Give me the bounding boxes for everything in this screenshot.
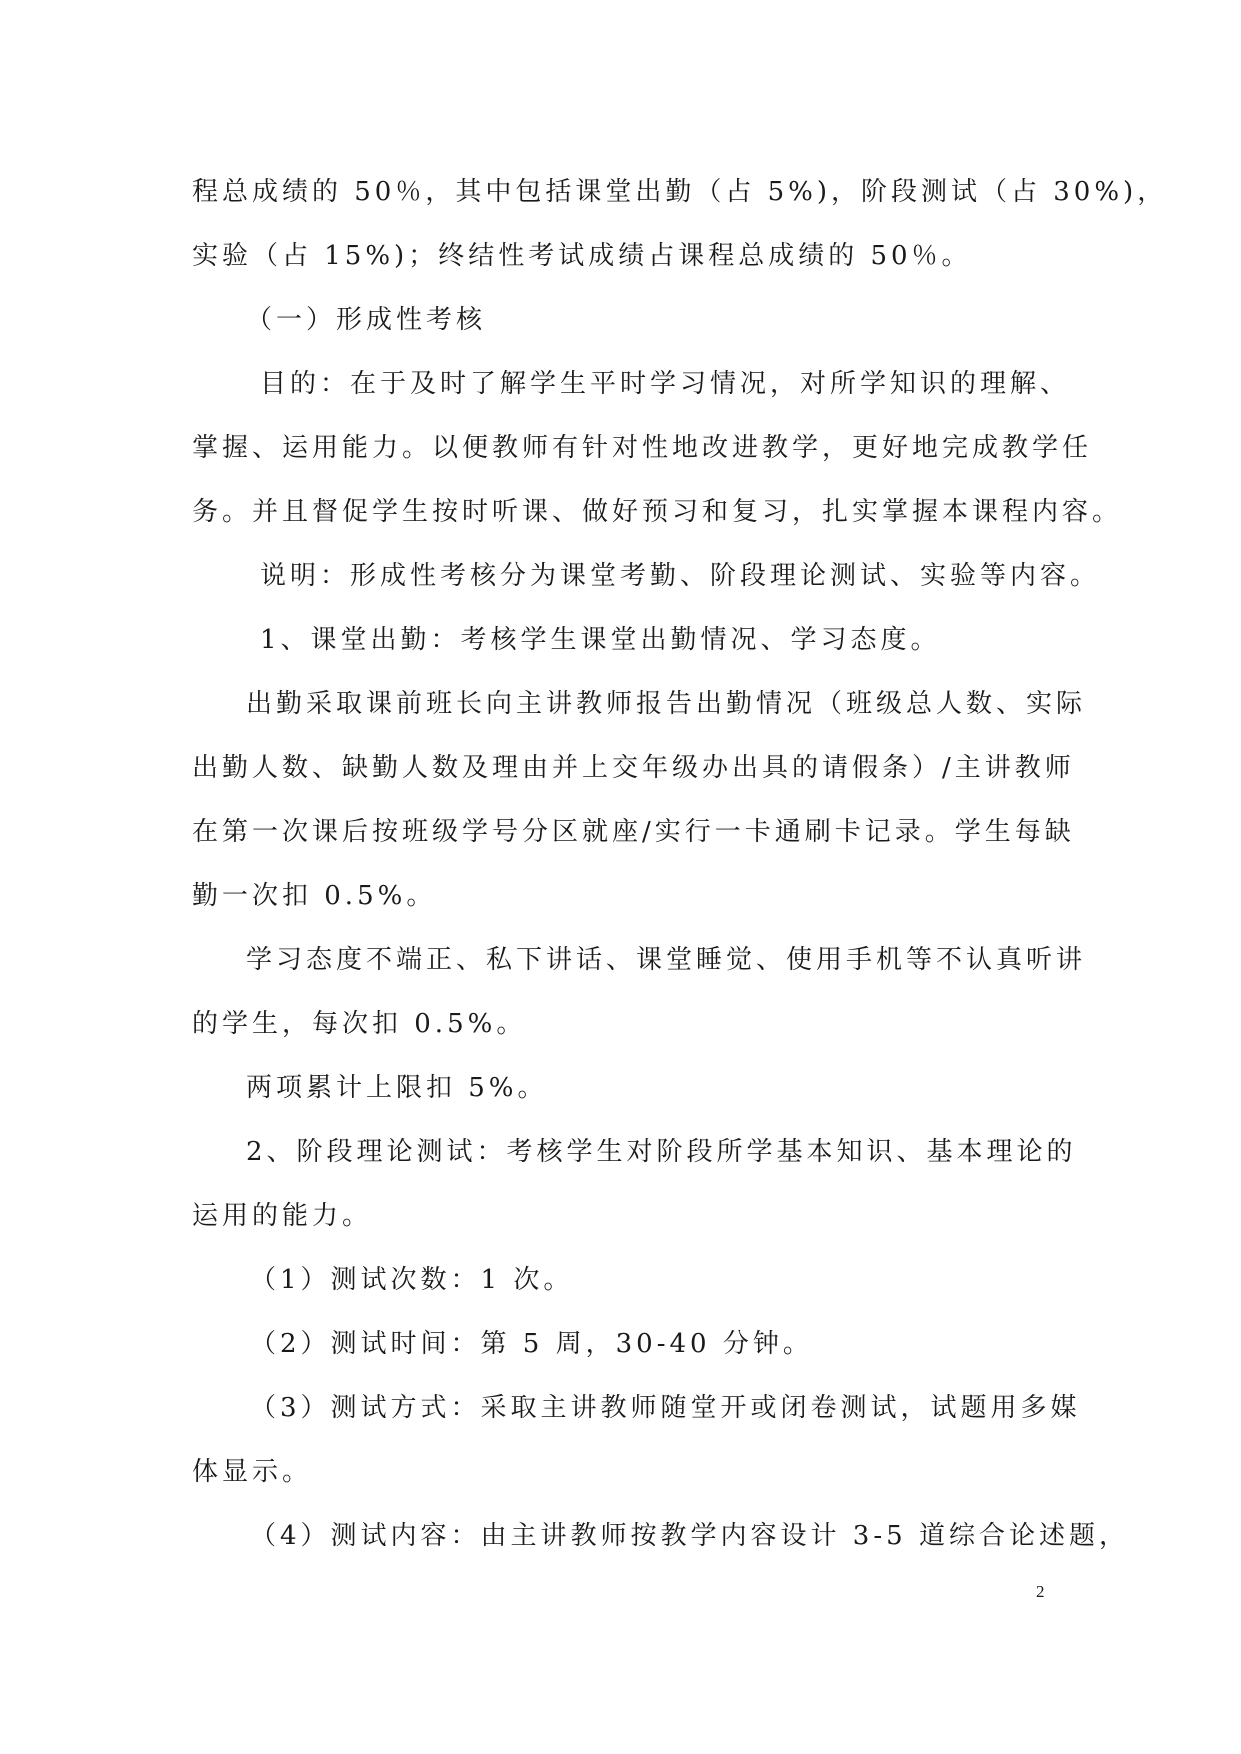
paragraph-line: 运用的能力。 <box>192 1201 373 1231</box>
paragraph-line: 程总成绩的 50％，其中包括课堂出勤（占 5%)，阶段测试（占 30%)， <box>192 177 1168 207</box>
list-item: （4）测试内容：由主讲教师按教学内容设计 3-5 道综合论述题， <box>250 1521 1129 1551</box>
paragraph-line: 务。并且督促学生按时听课、做好预习和复习，扎实掌握本课程内容。 <box>192 497 1123 527</box>
paragraph-line: 的学生，每次扣 0.5%。 <box>192 1009 527 1039</box>
list-item: （2）测试时间：第 5 周，30-40 分钟。 <box>250 1329 813 1359</box>
section-heading: （一）形成性考核 <box>246 305 487 335</box>
list-item: （3）测试方式：采取主讲教师随堂开或闭卷测试，试题用多媒 <box>250 1393 1081 1423</box>
paragraph-line: 勤一次扣 0.5%。 <box>192 881 437 911</box>
paragraph-line: 两项累计上限扣 5%。 <box>246 1073 548 1103</box>
paragraph-line: 出勤人数、缺勤人数及理由并上交年级办出具的请假条）/主讲教师 <box>192 753 1075 783</box>
paragraph-line: 出勤采取课前班长向主讲教师报告出勤情况（班级总人数、实际 <box>246 689 1087 719</box>
paragraph-line: 学习态度不端正、私下讲话、课堂睡觉、使用手机等不认真听讲 <box>246 945 1087 975</box>
paragraph-line: 说明：形成性考核分为课堂考勤、阶段理论测试、实验等内容。 <box>260 561 1101 591</box>
paragraph-line: 体显示。 <box>192 1457 313 1487</box>
document-body <box>188 160 1168 1568</box>
page-number: 2 <box>1036 1582 1045 1601</box>
paragraph-line: 在第一次课后按班级学号分区就座/实行一卡通刷卡记录。学生每缺 <box>192 817 1075 847</box>
paragraph-line: 目的：在于及时了解学生平时学习情况，对所学知识的理解、 <box>260 369 1071 399</box>
paragraph-line: 实验（占 15%)；终结性考试成绩占课程总成绩的 50％。 <box>192 241 972 271</box>
subsection-heading: 2、阶段理论测试：考核学生对阶段所学基本知识、基本理论的 <box>246 1137 1077 1167</box>
subsection-heading: 1、课堂出勤：考核学生课堂出勤情况、学习态度。 <box>260 625 941 655</box>
paragraph-line: 掌握、运用能力。以便教师有针对性地改进教学，更好地完成教学任 <box>192 433 1093 463</box>
list-item: （1）测试次数：1 次。 <box>250 1265 574 1295</box>
